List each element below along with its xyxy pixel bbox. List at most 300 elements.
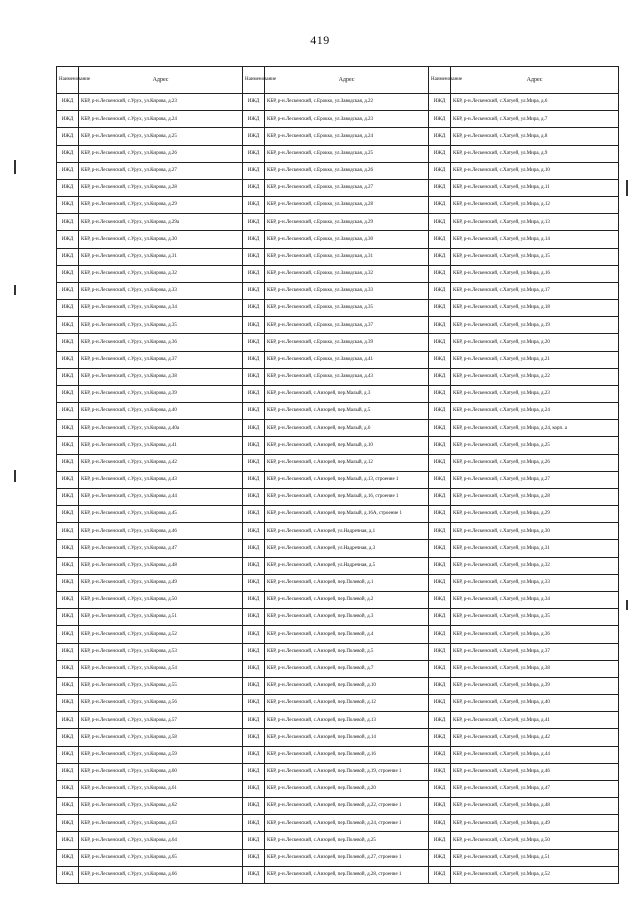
table-row: [57, 265, 619, 282]
margin-mark: [626, 180, 628, 196]
address-cell: КБР, р-н.Лескенский, с.Аизорей, пер.Полевой, д.13: [265, 712, 429, 729]
address-cell: КБР, р-н.Лескенский, с.Урух, ул.Кирова, д.43: [79, 471, 243, 488]
object-type-cell: ИЖД: [57, 523, 79, 540]
table-row: [57, 557, 619, 574]
address-cell: КБР, р-н.Лескенский, с.Хатуей, ул.Мира, д.23: [451, 385, 619, 402]
object-type-cell: ИЖД: [429, 334, 451, 351]
object-type-cell: ИЖД: [429, 866, 451, 883]
object-type-cell: ИЖД: [57, 729, 79, 746]
table-row: [57, 248, 619, 265]
address-cell: КБР, р-н.Лескенский, с.Аизорей, пер.Полевой, д.7: [265, 660, 429, 677]
address-cell: КБР, р-н.Лескенский, с.Хатуей, ул.Мира, д.33: [451, 574, 619, 591]
table-row: [57, 540, 619, 557]
address-cell: КБР, р-н.Лескенский, с.Аизорей, пер.Полевой, д.24, строение 1: [265, 815, 429, 832]
header-name: Наименование: [57, 67, 79, 94]
address-cell: КБР, р-н.Лескенский, с.Хатуей, ул.Мира, д.15: [451, 248, 619, 265]
address-cell: КБР, р-н.Лескенский, с.Хатуей, ул.Мира, д.30: [451, 523, 619, 540]
object-type-cell: ИЖД: [429, 385, 451, 402]
object-type-cell: ИЖД: [57, 385, 79, 402]
object-type-cell: ИЖД: [57, 540, 79, 557]
address-cell: КБР, р-н.Лескенский, с.Хатуей, ул.Мира, д.47: [451, 780, 619, 797]
address-cell: КБР, р-н.Лескенский, с.Аизорей, ул.Надречная, д.5: [265, 557, 429, 574]
object-type-cell: ИЖД: [243, 300, 265, 317]
address-cell: КБР, р-н.Лескенский, с.Урух, ул.Кирова, д.35: [79, 317, 243, 334]
object-type-cell: ИЖД: [429, 145, 451, 162]
object-type-cell: ИЖД: [57, 574, 79, 591]
object-type-cell: ИЖД: [57, 849, 79, 866]
object-type-cell: ИЖД: [429, 849, 451, 866]
object-type-cell: ИЖД: [243, 591, 265, 608]
table-row: [57, 145, 619, 162]
table-row: [57, 197, 619, 214]
address-cell: КБР, р-н.Лескенский, с.Урух, ул.Кирова, д.59: [79, 746, 243, 763]
table-row: [57, 643, 619, 660]
object-type-cell: ИЖД: [243, 832, 265, 849]
object-type-cell: ИЖД: [57, 488, 79, 505]
address-cell: КБР, р-н.Лескенский, с.Аизорей, пер.Полевой, д.25: [265, 832, 429, 849]
table-row: [57, 162, 619, 179]
object-type-cell: ИЖД: [429, 197, 451, 214]
header-address: Адрес: [79, 67, 243, 94]
object-type-cell: ИЖД: [429, 317, 451, 334]
address-cell: КБР, р-н.Лескенский, с.Хатуей, ул.Мира, д.38: [451, 660, 619, 677]
table-row: [57, 591, 619, 608]
address-cell: КБР, р-н.Лескенский, с.Урух, ул.Кирова, д.52: [79, 626, 243, 643]
object-type-cell: ИЖД: [429, 609, 451, 626]
table-row: [57, 849, 619, 866]
address-cell: КБР, р-н.Лескенский, с.Аизорей, пер.Полевой, д.10: [265, 677, 429, 694]
table-row: [57, 179, 619, 196]
address-cell: КБР, р-н.Лескенский, с.Ерокко, ул.Заводская, д.39: [265, 334, 429, 351]
address-cell: КБР, р-н.Лескенский, с.Урух, ул.Кирова, д.44: [79, 488, 243, 505]
address-cell: КБР, р-н.Лескенский, с.Аизорей, пер.Полевой, д.28, строение 1: [265, 866, 429, 883]
table-row: [57, 111, 619, 128]
object-type-cell: ИЖД: [429, 94, 451, 111]
object-type-cell: ИЖД: [243, 695, 265, 712]
address-cell: КБР, р-н.Лескенский, с.Хатуей, ул.Мира, д.6: [451, 94, 619, 111]
object-type-cell: ИЖД: [243, 128, 265, 145]
object-type-cell: ИЖД: [429, 214, 451, 231]
address-cell: КБР, р-н.Лескенский, с.Урух, ул.Кирова, д.50: [79, 591, 243, 608]
table-row: [57, 798, 619, 815]
object-type-cell: ИЖД: [429, 746, 451, 763]
address-cell: КБР, р-н.Лескенский, с.Аизорей, пер.Полевой, д.14: [265, 729, 429, 746]
address-cell: КБР, р-н.Лескенский, с.Ерокко, ул.Заводская, д.25: [265, 145, 429, 162]
address-cell: КБР, р-н.Лескенский, с.Аизорей, пер.Полевой, д.19, строение 1: [265, 763, 429, 780]
object-type-cell: ИЖД: [57, 334, 79, 351]
address-cell: КБР, р-н.Лескенский, с.Хатуей, ул.Мира, д.35: [451, 609, 619, 626]
object-type-cell: ИЖД: [57, 832, 79, 849]
object-type-cell: ИЖД: [243, 660, 265, 677]
object-type-cell: ИЖД: [429, 265, 451, 282]
address-cell: КБР, р-н.Лескенский, с.Хатуей, ул.Мира, д.44: [451, 746, 619, 763]
object-type-cell: ИЖД: [57, 815, 79, 832]
address-cell: КБР, р-н.Лескенский, с.Аизорей, пер.Полевой, д.27, строение 1: [265, 849, 429, 866]
address-cell: КБР, р-н.Лескенский, с.Хатуей, ул.Мира, д.25: [451, 437, 619, 454]
page-number: 419: [310, 33, 330, 47]
address-cell: КБР, р-н.Лескенский, с.Ерокко, ул.Заводская, д.41: [265, 351, 429, 368]
address-cell: КБР, р-н.Лескенский, с.Урух, ул.Кирова, д.40а: [79, 420, 243, 437]
object-type-cell: ИЖД: [57, 128, 79, 145]
object-type-cell: ИЖД: [429, 780, 451, 797]
object-type-cell: ИЖД: [57, 866, 79, 883]
object-type-cell: ИЖД: [243, 763, 265, 780]
object-type-cell: ИЖД: [243, 368, 265, 385]
object-type-cell: ИЖД: [57, 506, 79, 523]
address-cell: КБР, р-н.Лескенский, с.Урух, ул.Кирова, д.65: [79, 849, 243, 866]
address-cell: КБР, р-н.Лескенский, с.Аизорей, пер.Малый, д.10: [265, 437, 429, 454]
object-type-cell: ИЖД: [243, 574, 265, 591]
object-type-cell: ИЖД: [57, 145, 79, 162]
address-cell: КБР, р-н.Лескенский, с.Хатуей, ул.Мира, д.48: [451, 798, 619, 815]
margin-mark: [14, 160, 16, 174]
address-cell: КБР, р-н.Лескенский, с.Урух, ул.Кирова, д.28: [79, 179, 243, 196]
margin-mark: [14, 470, 16, 482]
object-type-cell: ИЖД: [243, 746, 265, 763]
table-row: [57, 351, 619, 368]
object-type-cell: ИЖД: [243, 729, 265, 746]
address-cell: КБР, р-н.Лескенский, с.Аизорей, пер.Полевой, д.4: [265, 626, 429, 643]
address-cell: КБР, р-н.Лескенский, с.Ерокко, ул.Заводская, д.29: [265, 214, 429, 231]
address-cell: КБР, р-н.Лескенский, с.Хатуей, ул.Мира, д.20: [451, 334, 619, 351]
object-type-cell: ИЖД: [429, 832, 451, 849]
object-type-cell: ИЖД: [429, 643, 451, 660]
address-cell: КБР, р-н.Лескенский, с.Хатуей, ул.Мира, д.16: [451, 265, 619, 282]
address-cell: КБР, р-н.Лескенский, с.Хатуей, ул.Мира, д.39: [451, 677, 619, 694]
object-type-cell: ИЖД: [429, 815, 451, 832]
address-cell: КБР, р-н.Лескенский, с.Аизорей, пер.Малый, д.5: [265, 403, 429, 420]
object-type-cell: ИЖД: [429, 798, 451, 815]
address-cell: КБР, р-н.Лескенский, с.Хатуей, ул.Мира, д.7: [451, 111, 619, 128]
address-cell: КБР, р-н.Лескенский, с.Хатуей, ул.Мира, д.42: [451, 729, 619, 746]
object-type-cell: ИЖД: [57, 643, 79, 660]
object-type-cell: ИЖД: [429, 540, 451, 557]
address-cell: КБР, р-н.Лескенский, с.Хатуей, ул.Мира, д.51: [451, 849, 619, 866]
address-cell: КБР, р-н.Лескенский, с.Хатуей, ул.Мира, д.26: [451, 454, 619, 471]
object-type-cell: ИЖД: [243, 420, 265, 437]
table-row: [57, 660, 619, 677]
address-cell: КБР, р-н.Лескенский, с.Хатуей, ул.Мира, д.24, корп. а: [451, 420, 619, 437]
object-type-cell: ИЖД: [429, 695, 451, 712]
address-cell: КБР, р-н.Лескенский, с.Хатуей, ул.Мира, д.21: [451, 351, 619, 368]
table-row: [57, 403, 619, 420]
address-cell: КБР, р-н.Лескенский, с.Хатуей, ул.Мира, д.18: [451, 300, 619, 317]
object-type-cell: ИЖД: [429, 557, 451, 574]
table-row: [57, 729, 619, 746]
table-row: [57, 454, 619, 471]
address-cell: КБР, р-н.Лескенский, с.Ерокко, ул.Заводская, д.23: [265, 111, 429, 128]
table-row: [57, 420, 619, 437]
object-type-cell: ИЖД: [429, 574, 451, 591]
address-cell: КБР, р-н.Лескенский, с.Урух, ул.Кирова, д.23: [79, 94, 243, 111]
address-cell: КБР, р-н.Лескенский, с.Хатуей, ул.Мира, д.10: [451, 162, 619, 179]
object-type-cell: ИЖД: [429, 763, 451, 780]
address-cell: КБР, р-н.Лескенский, с.Ерокко, ул.Заводская, д.24: [265, 128, 429, 145]
address-cell: КБР, р-н.Лескенский, с.Хатуей, ул.Мира, д.8: [451, 128, 619, 145]
address-cell: КБР, р-н.Лескенский, с.Ерокко, ул.Заводская, д.26: [265, 162, 429, 179]
object-type-cell: ИЖД: [429, 128, 451, 145]
object-type-cell: ИЖД: [243, 437, 265, 454]
object-type-cell: ИЖД: [429, 626, 451, 643]
object-type-cell: ИЖД: [243, 162, 265, 179]
table-row: [57, 832, 619, 849]
table-row: [57, 815, 619, 832]
object-type-cell: ИЖД: [243, 282, 265, 299]
address-cell: КБР, р-н.Лескенский, с.Урух, ул.Кирова, д.62: [79, 798, 243, 815]
object-type-cell: ИЖД: [243, 798, 265, 815]
object-type-cell: ИЖД: [243, 334, 265, 351]
table-row: [57, 866, 619, 883]
object-type-cell: ИЖД: [57, 282, 79, 299]
address-cell: КБР, р-н.Лескенский, с.Урух, ул.Кирова, д.24: [79, 111, 243, 128]
table-row: [57, 368, 619, 385]
address-cell: КБР, р-н.Лескенский, с.Урух, ул.Кирова, д.58: [79, 729, 243, 746]
address-cell: КБР, р-н.Лескенский, с.Ерокко, ул.Заводская, д.33: [265, 282, 429, 299]
object-type-cell: ИЖД: [243, 540, 265, 557]
object-type-cell: ИЖД: [243, 403, 265, 420]
address-cell: КБР, р-н.Лескенский, с.Хатуей, ул.Мира, д.27: [451, 471, 619, 488]
address-cell: КБР, р-н.Лескенский, с.Хатуей, ул.Мира, д.41: [451, 712, 619, 729]
object-type-cell: ИЖД: [429, 591, 451, 608]
address-cell: КБР, р-н.Лескенский, с.Аизорей, пер.Полевой, д.16: [265, 746, 429, 763]
object-type-cell: ИЖД: [57, 248, 79, 265]
object-type-cell: ИЖД: [429, 454, 451, 471]
object-type-cell: ИЖД: [57, 454, 79, 471]
address-cell: КБР, р-н.Лескенский, с.Ерокко, ул.Заводская, д.35: [265, 300, 429, 317]
object-type-cell: ИЖД: [429, 488, 451, 505]
address-cell: КБР, р-н.Лескенский, с.Урух, ул.Кирова, д.51: [79, 609, 243, 626]
object-type-cell: ИЖД: [429, 111, 451, 128]
address-cell: КБР, р-н.Лескенский, с.Урух, ул.Кирова, д.56: [79, 695, 243, 712]
object-type-cell: ИЖД: [429, 179, 451, 196]
address-cell: КБР, р-н.Лескенский, с.Хатуей, ул.Мира, д.52: [451, 866, 619, 883]
object-type-cell: ИЖД: [243, 849, 265, 866]
table-row: [57, 231, 619, 248]
header-name: Наименование: [429, 67, 451, 94]
address-cell: КБР, р-н.Лескенский, с.Ерокко, ул.Заводская, д.32: [265, 265, 429, 282]
object-type-cell: ИЖД: [243, 712, 265, 729]
address-cell: КБР, р-н.Лескенский, с.Хатуей, ул.Мира, д.14: [451, 231, 619, 248]
table-row: [57, 471, 619, 488]
object-type-cell: ИЖД: [57, 763, 79, 780]
object-type-cell: ИЖД: [57, 351, 79, 368]
table-body: [57, 94, 619, 884]
object-type-cell: ИЖД: [243, 385, 265, 402]
address-cell: КБР, р-н.Лескенский, с.Хатуей, ул.Мира, д.24: [451, 403, 619, 420]
object-type-cell: ИЖД: [243, 626, 265, 643]
object-type-cell: ИЖД: [429, 420, 451, 437]
address-cell: КБР, р-н.Лескенский, с.Хатуей, ул.Мира, д.40: [451, 695, 619, 712]
address-cell: КБР, р-н.Лескенский, с.Аизорей, ул.Надречная, д.1: [265, 523, 429, 540]
object-type-cell: ИЖД: [57, 403, 79, 420]
address-cell: КБР, р-н.Лескенский, с.Хатуей, ул.Мира, д.46: [451, 763, 619, 780]
address-cell: КБР, р-н.Лескенский, с.Ерокко, ул.Заводская, д.31: [265, 248, 429, 265]
object-type-cell: ИЖД: [57, 437, 79, 454]
object-type-cell: ИЖД: [57, 557, 79, 574]
object-type-cell: ИЖД: [243, 197, 265, 214]
table-row: [57, 300, 619, 317]
address-cell: КБР, р-н.Лескенский, с.Аизорей, пер.Полевой, д.3: [265, 609, 429, 626]
object-type-cell: ИЖД: [243, 145, 265, 162]
margin-mark: [626, 600, 628, 610]
table-row: [57, 695, 619, 712]
header-name: Наименование: [243, 67, 265, 94]
address-cell: КБР, р-н.Лескенский, с.Урух, ул.Кирова, д.46: [79, 523, 243, 540]
object-type-cell: ИЖД: [429, 162, 451, 179]
address-cell: КБР, р-н.Лескенский, с.Хатуей, ул.Мира, д.13: [451, 214, 619, 231]
address-cell: КБР, р-н.Лескенский, с.Хатуей, ул.Мира, д.22: [451, 368, 619, 385]
table-row: [57, 746, 619, 763]
object-type-cell: ИЖД: [57, 317, 79, 334]
address-cell: КБР, р-н.Лескенский, с.Аизорей, пер.Малый, д.13, строение 1: [265, 471, 429, 488]
object-type-cell: ИЖД: [243, 111, 265, 128]
address-cell: КБР, р-н.Лескенский, с.Хатуей, ул.Мира, д.29: [451, 506, 619, 523]
address-cell: КБР, р-н.Лескенский, с.Урух, ул.Кирова, д.55: [79, 677, 243, 694]
table-row: [57, 334, 619, 351]
table-row: [57, 763, 619, 780]
object-type-cell: ИЖД: [429, 231, 451, 248]
address-table: [56, 66, 619, 884]
table-row: [57, 385, 619, 402]
object-type-cell: ИЖД: [243, 506, 265, 523]
address-cell: КБР, р-н.Лескенский, с.Ерокко, ул.Заводская, д.43: [265, 368, 429, 385]
object-type-cell: ИЖД: [57, 471, 79, 488]
object-type-cell: ИЖД: [57, 162, 79, 179]
address-cell: КБР, р-н.Лескенский, с.Хатуей, ул.Мира, д.17: [451, 282, 619, 299]
object-type-cell: ИЖД: [243, 471, 265, 488]
address-cell: КБР, р-н.Лескенский, с.Аизорей, пер.Малый, д.16, строение 1: [265, 488, 429, 505]
address-cell: КБР, р-н.Лескенский, с.Хатуей, ул.Мира, д.12: [451, 197, 619, 214]
object-type-cell: ИЖД: [243, 643, 265, 660]
table-row: [57, 677, 619, 694]
address-cell: КБР, р-н.Лескенский, с.Урух, ул.Кирова, д.45: [79, 506, 243, 523]
object-type-cell: ИЖД: [243, 351, 265, 368]
table-row: [57, 128, 619, 145]
object-type-cell: ИЖД: [429, 471, 451, 488]
object-type-cell: ИЖД: [243, 454, 265, 471]
table-row: [57, 712, 619, 729]
margin-mark: [14, 285, 16, 295]
object-type-cell: ИЖД: [243, 523, 265, 540]
object-type-cell: ИЖД: [243, 557, 265, 574]
address-cell: КБР, р-н.Лескенский, с.Хатуей, ул.Мира, д.50: [451, 832, 619, 849]
address-cell: КБР, р-н.Лескенский, с.Урух, ул.Кирова, д.25: [79, 128, 243, 145]
object-type-cell: ИЖД: [429, 403, 451, 420]
address-cell: КБР, р-н.Лескенский, с.Урух, ул.Кирова, д.36: [79, 334, 243, 351]
object-type-cell: ИЖД: [57, 231, 79, 248]
object-type-cell: ИЖД: [429, 282, 451, 299]
object-type-cell: ИЖД: [429, 660, 451, 677]
object-type-cell: ИЖД: [57, 609, 79, 626]
address-cell: КБР, р-н.Лескенский, с.Ерокко, ул.Заводская, д.27: [265, 179, 429, 196]
address-cell: КБР, р-н.Лескенский, с.Аизорей, пер.Полевой, д.5: [265, 643, 429, 660]
object-type-cell: ИЖД: [243, 214, 265, 231]
address-cell: КБР, р-н.Лескенский, с.Урух, ул.Кирова, д.40: [79, 403, 243, 420]
object-type-cell: ИЖД: [429, 677, 451, 694]
object-type-cell: ИЖД: [243, 866, 265, 883]
object-type-cell: ИЖД: [57, 591, 79, 608]
address-cell: КБР, р-н.Лескенский, с.Урух, ул.Кирова, д.29а: [79, 214, 243, 231]
address-cell: КБР, р-н.Лескенский, с.Хатуей, ул.Мира, д.32: [451, 557, 619, 574]
table-row: [57, 609, 619, 626]
address-cell: КБР, р-н.Лескенский, с.Хатуей, ул.Мира, д.9: [451, 145, 619, 162]
address-cell: КБР, р-н.Лескенский, с.Урух, ул.Кирова, д.41: [79, 437, 243, 454]
table-row: [57, 94, 619, 111]
address-cell: КБР, р-н.Лескенский, с.Аизорей, пер.Полевой, д.1: [265, 574, 429, 591]
address-cell: КБР, р-н.Лескенский, с.Урух, ул.Кирова, д.34: [79, 300, 243, 317]
address-cell: КБР, р-н.Лескенский, с.Урух, ул.Кирова, д.64: [79, 832, 243, 849]
address-cell: КБР, р-н.Лескенский, с.Аизорей, пер.Малый, д.3: [265, 385, 429, 402]
object-type-cell: ИЖД: [57, 420, 79, 437]
object-type-cell: ИЖД: [429, 368, 451, 385]
object-type-cell: ИЖД: [243, 488, 265, 505]
address-cell: КБР, р-н.Лескенский, с.Хатуей, ул.Мира, д.34: [451, 591, 619, 608]
address-cell: КБР, р-н.Лескенский, с.Ерокко, ул.Заводская, д.37: [265, 317, 429, 334]
object-type-cell: ИЖД: [57, 94, 79, 111]
address-cell: КБР, р-н.Лескенский, с.Аизорей, пер.Полевой, д.12: [265, 695, 429, 712]
address-cell: КБР, р-н.Лескенский, с.Ерокко, ул.Заводская, д.22: [265, 94, 429, 111]
object-type-cell: ИЖД: [429, 351, 451, 368]
address-cell: КБР, р-н.Лескенский, с.Урух, ул.Кирова, д.57: [79, 712, 243, 729]
table-row: [57, 523, 619, 540]
address-cell: КБР, р-н.Лескенский, с.Урух, ул.Кирова, д.30: [79, 231, 243, 248]
object-type-cell: ИЖД: [243, 231, 265, 248]
object-type-cell: ИЖД: [243, 248, 265, 265]
object-type-cell: ИЖД: [243, 815, 265, 832]
address-cell: КБР, р-н.Лескенский, с.Аизорей, пер.Малый, д.12: [265, 454, 429, 471]
object-type-cell: ИЖД: [57, 677, 79, 694]
object-type-cell: ИЖД: [57, 780, 79, 797]
object-type-cell: ИЖД: [57, 712, 79, 729]
address-cell: КБР, р-н.Лескенский, с.Урух, ул.Кирова, д.61: [79, 780, 243, 797]
address-cell: КБР, р-н.Лескенский, с.Урух, ул.Кирова, д.26: [79, 145, 243, 162]
address-cell: КБР, р-н.Лескенский, с.Урух, ул.Кирова, д.38: [79, 368, 243, 385]
object-type-cell: ИЖД: [243, 677, 265, 694]
object-type-cell: ИЖД: [429, 300, 451, 317]
object-type-cell: ИЖД: [429, 248, 451, 265]
object-type-cell: ИЖД: [57, 214, 79, 231]
table-row: [57, 780, 619, 797]
address-cell: КБР, р-н.Лескенский, с.Аизорей, пер.Малый, д.6: [265, 420, 429, 437]
address-cell: КБР, р-н.Лескенский, с.Урух, ул.Кирова, д.49: [79, 574, 243, 591]
object-type-cell: ИЖД: [429, 437, 451, 454]
object-type-cell: ИЖД: [429, 523, 451, 540]
object-type-cell: ИЖД: [57, 197, 79, 214]
object-type-cell: ИЖД: [57, 300, 79, 317]
address-cell: КБР, р-н.Лескенский, с.Урух, ул.Кирова, д.29: [79, 197, 243, 214]
address-cell: КБР, р-н.Лескенский, с.Урух, ул.Кирова, д.42: [79, 454, 243, 471]
object-type-cell: ИЖД: [243, 780, 265, 797]
object-type-cell: ИЖД: [57, 368, 79, 385]
address-cell: КБР, р-н.Лескенский, с.Аизорей, пер.Полевой, д.20: [265, 780, 429, 797]
table-row: [57, 626, 619, 643]
object-type-cell: ИЖД: [429, 506, 451, 523]
object-type-cell: ИЖД: [429, 729, 451, 746]
address-cell: КБР, р-н.Лескенский, с.Аизорей, пер.Полевой, д.2: [265, 591, 429, 608]
address-cell: КБР, р-н.Лескенский, с.Ерокко, ул.Заводская, д.30: [265, 231, 429, 248]
object-type-cell: ИЖД: [57, 798, 79, 815]
address-cell: КБР, р-н.Лескенский, с.Урух, ул.Кирова, д.33: [79, 282, 243, 299]
table-row: [57, 506, 619, 523]
table-row: [57, 488, 619, 505]
table-header-row: [57, 67, 619, 94]
table-row: [57, 574, 619, 591]
object-type-cell: ИЖД: [57, 265, 79, 282]
header-address: Адрес: [451, 67, 619, 94]
address-cell: КБР, р-н.Лескенский, с.Урух, ул.Кирова, д.48: [79, 557, 243, 574]
table-row: [57, 214, 619, 231]
address-cell: КБР, р-н.Лескенский, с.Ерокко, ул.Заводская, д.28: [265, 197, 429, 214]
